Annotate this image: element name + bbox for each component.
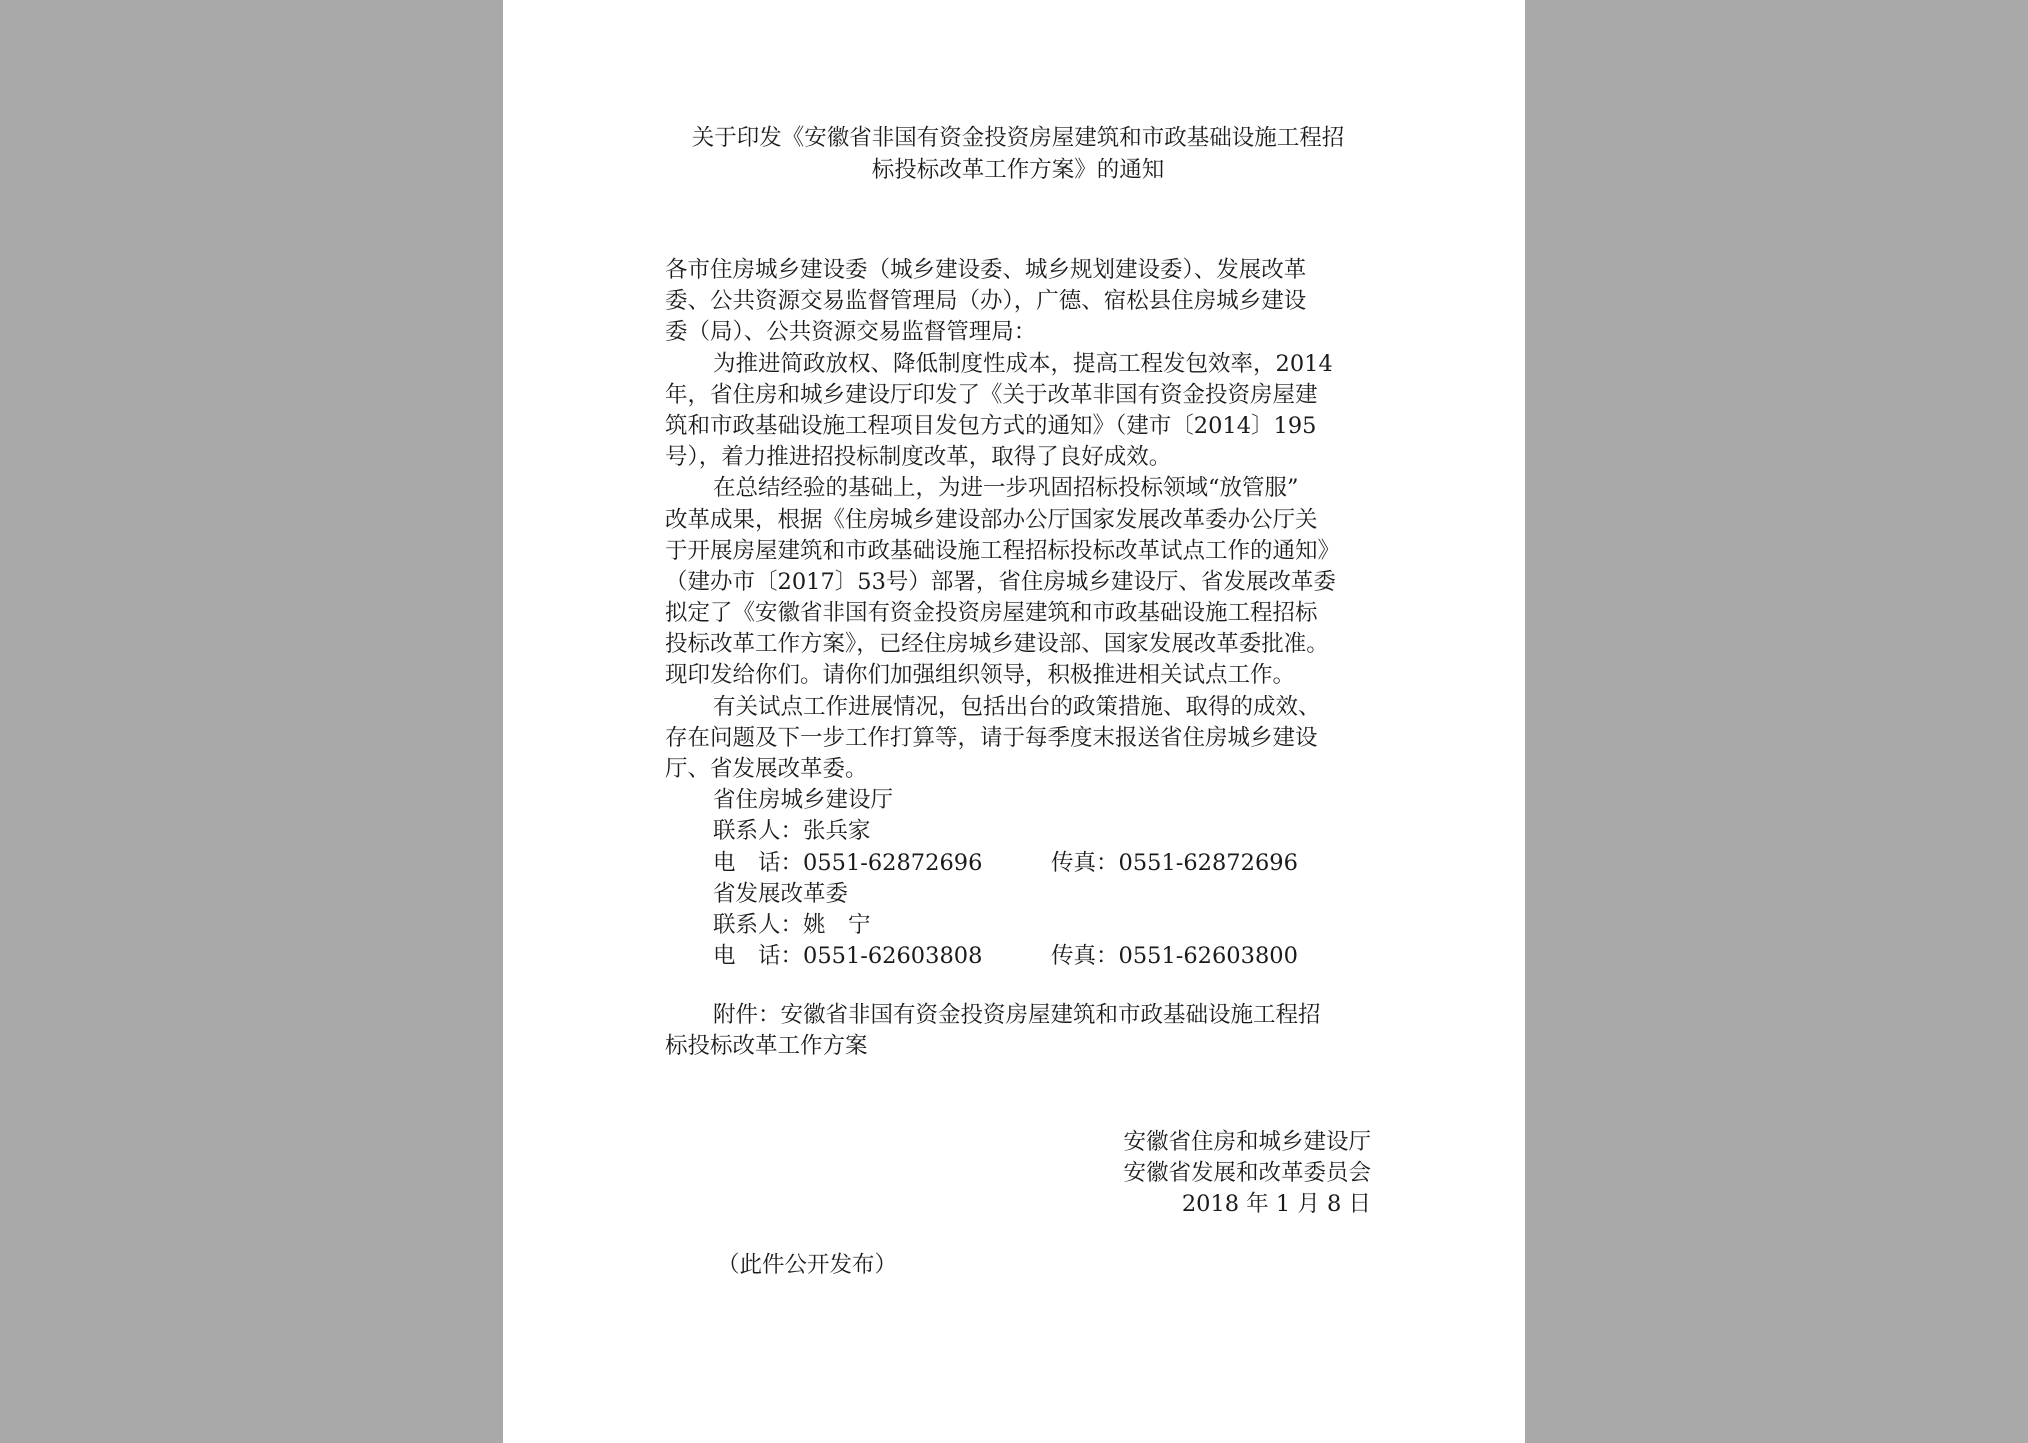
signature-org: 安徽省发展和改革委员会 xyxy=(1123,1160,1371,1187)
contact-phone-row xyxy=(665,941,1391,972)
signature-org: 安徽省住房和城乡建设厅 xyxy=(1123,1129,1371,1155)
paragraph-line: 现印发给你们。请你们加强组织领导，积极推进相关试点工作。 xyxy=(665,662,1296,689)
paragraph-line: 年，省住房和城乡建设厅印发了《关于改革非国有资金投资房屋建 xyxy=(665,381,1318,408)
paragraph-line: 拟定了《安徽省非国有资金投资房屋建筑和市政基础设施工程招标 xyxy=(665,600,1318,627)
contact-fax: 传真：0551-62603800 xyxy=(1051,943,1298,970)
attachment-note xyxy=(665,1000,1391,1062)
contact-fax: 传真：0551-62872696 xyxy=(1051,849,1298,876)
document-title xyxy=(665,122,1371,186)
paragraph-line: （建办市〔2017〕53号）部署，省住房城乡建设厅、省发展改革委 xyxy=(665,568,1336,595)
paragraph-line: 厅、省发展改革委。 xyxy=(665,756,868,782)
addressee-line: 委、公共资源交易监督管理局（办），广德、宿松县住房城乡建设 xyxy=(665,288,1307,315)
paragraph-line: 于开展房屋建筑和市政基础设施工程招标投标改革试点工作的通知》 xyxy=(665,537,1341,564)
signature-date: 2018 年 1 月 8 日 xyxy=(1181,1191,1371,1218)
addressee-line: 各市住房城乡建设委（城乡建设委、城乡规划建设委）、发展改革 xyxy=(665,257,1307,283)
attachment-line: 附件：安徽省非国有资金投资房屋建筑和市政基础设施工程招 xyxy=(713,1002,1321,1028)
public-release-note: （此件公开发布） xyxy=(717,1252,898,1278)
title-line: 关于印发《安徽省非国有资金投资房屋建筑和市政基础设施工程招 xyxy=(691,125,1345,151)
signature-block xyxy=(965,1127,1371,1221)
paragraph-line: 为推进简政放权、降低制度性成本，提高工程发包效率，2014 xyxy=(713,350,1333,377)
contact-phone: 电 话：0551-62872696 xyxy=(713,849,983,876)
contact-person: 联系人：张兵家 xyxy=(713,818,871,845)
paragraph-line: 有关试点工作进展情况，包括出台的政策措施、取得的成效、 xyxy=(713,693,1321,720)
contact-org: 省住房城乡建设厅 xyxy=(713,787,894,814)
document-page xyxy=(503,0,1525,1443)
title-line: 标投标改革工作方案》的通知 xyxy=(871,157,1165,183)
paragraph-line: 改革成果，根据《住房城乡建设部办公厅国家发展改革委办公厅关 xyxy=(665,506,1318,533)
paragraph-line: 在总结经验的基础上，为进一步巩固招标投标领域“放管服” xyxy=(713,475,1299,502)
paragraph-line: 号），着力推进招投标制度改革，取得了良好成效。 xyxy=(665,444,1172,471)
contact-person: 联系人：姚 宁 xyxy=(713,911,871,938)
addressee-line: 委（局）、公共资源交易监督管理局： xyxy=(665,319,1037,346)
document-body xyxy=(665,255,1391,972)
contact-phone: 电 话：0551-62603808 xyxy=(713,943,983,970)
attachment-line: 标投标改革工作方案 xyxy=(665,1033,868,1060)
contact-phone-row xyxy=(665,848,1391,879)
contact-org: 省发展改革委 xyxy=(713,880,849,907)
paragraph-line: 存在问题及下一步工作打算等，请于每季度末报送省住房城乡建设 xyxy=(665,724,1318,751)
paragraph-line: 投标改革工作方案》，已经住房城乡建设部、国家发展改革委批准。 xyxy=(665,631,1329,658)
paragraph-line: 筑和市政基础设施工程项目发包方式的通知》（建市〔2014〕195 xyxy=(665,412,1317,439)
